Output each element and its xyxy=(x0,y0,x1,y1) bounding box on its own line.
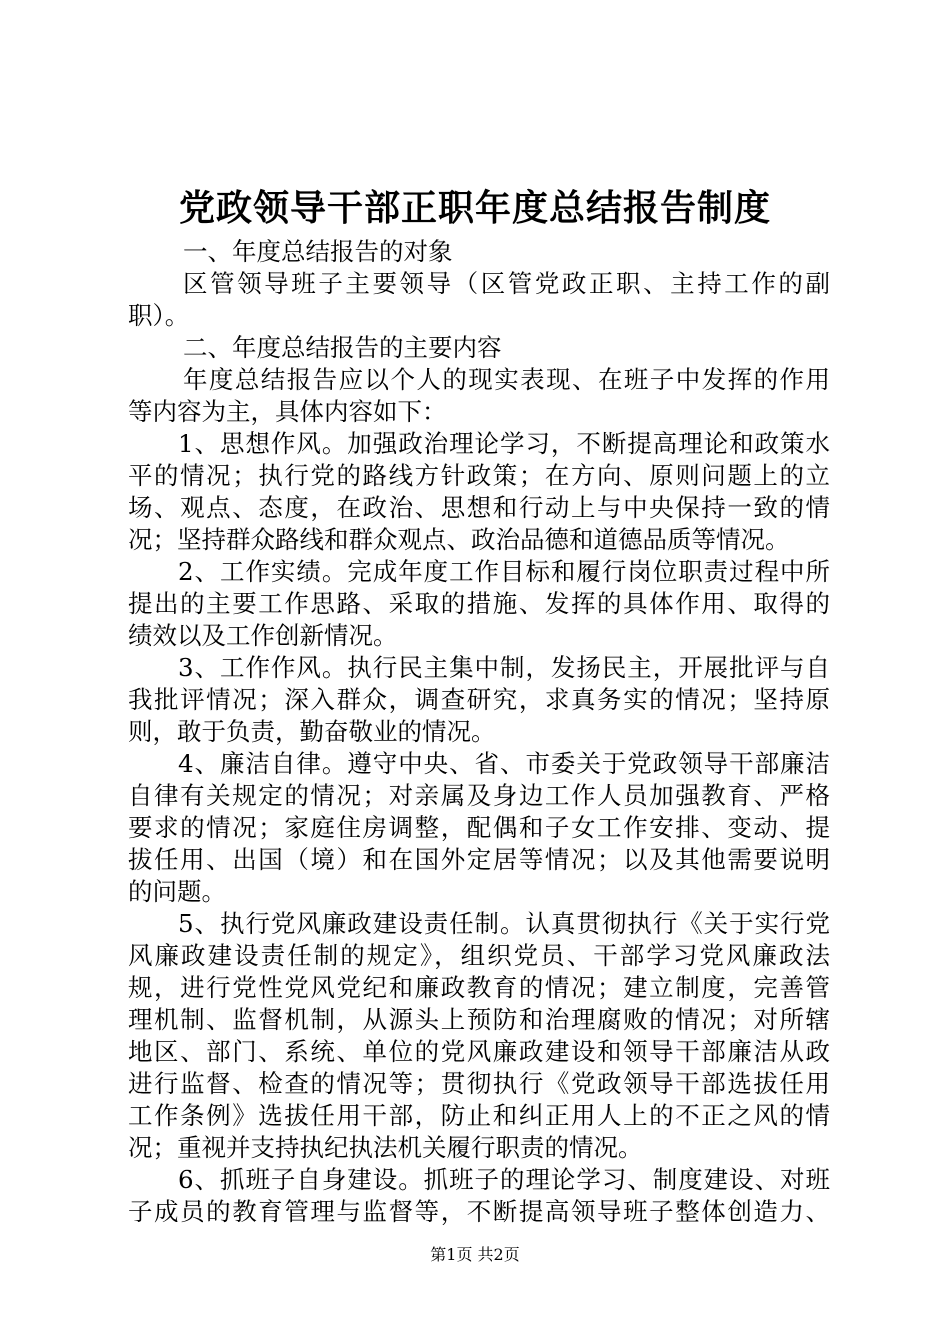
paragraph-line: 工作条例》选拔任用干部，防止和纠正用人上的不正之风的情 xyxy=(128,1101,830,1130)
paragraph-line: 地区、部门、系统、单位的党风廉政建设和领导干部廉洁从政 xyxy=(128,1037,830,1066)
paragraph-line: 年度总结报告应以个人的现实表现、在班子中发挥的作用 xyxy=(183,365,830,394)
paragraph-line: 要求的情况；家庭住房调整，配偶和子女工作安排、变动、提 xyxy=(128,813,830,842)
section-heading: 一、年度总结报告的对象 xyxy=(183,237,453,266)
document-body xyxy=(128,236,830,1228)
paragraph-line: 况；坚持群众路线和群众观点、政治品德和道德品质等情况。 xyxy=(128,525,790,554)
paragraph-line: 1、思想作风。加强政治理论学习，不断提高理论和政策水 xyxy=(178,429,830,458)
paragraph-line: 的问题。 xyxy=(128,877,226,906)
paragraph-line: 2、工作实绩。完成年度工作目标和履行岗位职责过程中所 xyxy=(178,557,830,586)
section-heading: 二、年度总结报告的主要内容 xyxy=(183,333,502,362)
paragraph-line: 我批评情况；深入群众，调查研究，求真务实的情况；坚持原 xyxy=(128,685,830,714)
paragraph-line: 提出的主要工作思路、采取的措施、发挥的具体作用、取得的 xyxy=(128,589,830,618)
paragraph-line: 等内容为主，具体内容如下： xyxy=(128,397,447,426)
document-title: 党政领导干部正职年度总结报告制度 xyxy=(178,187,771,229)
paragraph-line: 则，敢于负责，勤奋敬业的情况。 xyxy=(128,717,496,746)
paragraph-line: 风廉政建设责任制的规定》，组织党员、干部学习党风廉政法 xyxy=(128,941,830,970)
paragraph-line: 3、工作作风。执行民主集中制，发扬民主，开展批评与自 xyxy=(178,653,830,682)
paragraph-line: 子成员的教育管理与监督等，不断提高领导班子整体创造力、 xyxy=(128,1197,830,1226)
paragraph-line: 规，进行党性党风党纪和廉政教育的情况；建立制度，完善管 xyxy=(128,973,830,1002)
paragraph-line: 场、观点、态度，在政治、思想和行动上与中央保持一致的情 xyxy=(128,493,830,522)
paragraph-line: 进行监督、检查的情况等；贯彻执行《党政领导干部选拔任用 xyxy=(128,1069,830,1098)
paragraph-line: 4、廉洁自律。遵守中央、省、市委关于党政领导干部廉洁 xyxy=(178,749,830,778)
paragraph-line: 区管领导班子主要领导（区管党政正职、主持工作的副 xyxy=(183,269,830,298)
paragraph-line: 拔任用、出国（境）和在国外定居等情况；以及其他需要说明 xyxy=(128,845,830,874)
paragraph-line: 职）。 xyxy=(128,301,190,330)
paragraph-line: 平的情况；执行党的路线方针政策；在方向、原则问题上的立 xyxy=(128,461,830,490)
paragraph-line: 自律有关规定的情况；对亲属及身边工作人员加强教育、严格 xyxy=(128,781,830,810)
paragraph-line: 况；重视并支持执纪执法机关履行职责的情况。 xyxy=(128,1133,643,1162)
paragraph-line: 理机制、监督机制，从源头上预防和治理腐败的情况；对所辖 xyxy=(128,1005,830,1034)
paragraph-line: 5、执行党风廉政建设责任制。认真贯彻执行《关于实行党 xyxy=(178,909,830,938)
paragraph-line: 6、抓班子自身建设。抓班子的理论学习、制度建设、对班 xyxy=(178,1165,830,1194)
page-number: 第1页 共2页 xyxy=(430,1245,520,1264)
paragraph-line: 绩效以及工作创新情况。 xyxy=(128,621,398,650)
